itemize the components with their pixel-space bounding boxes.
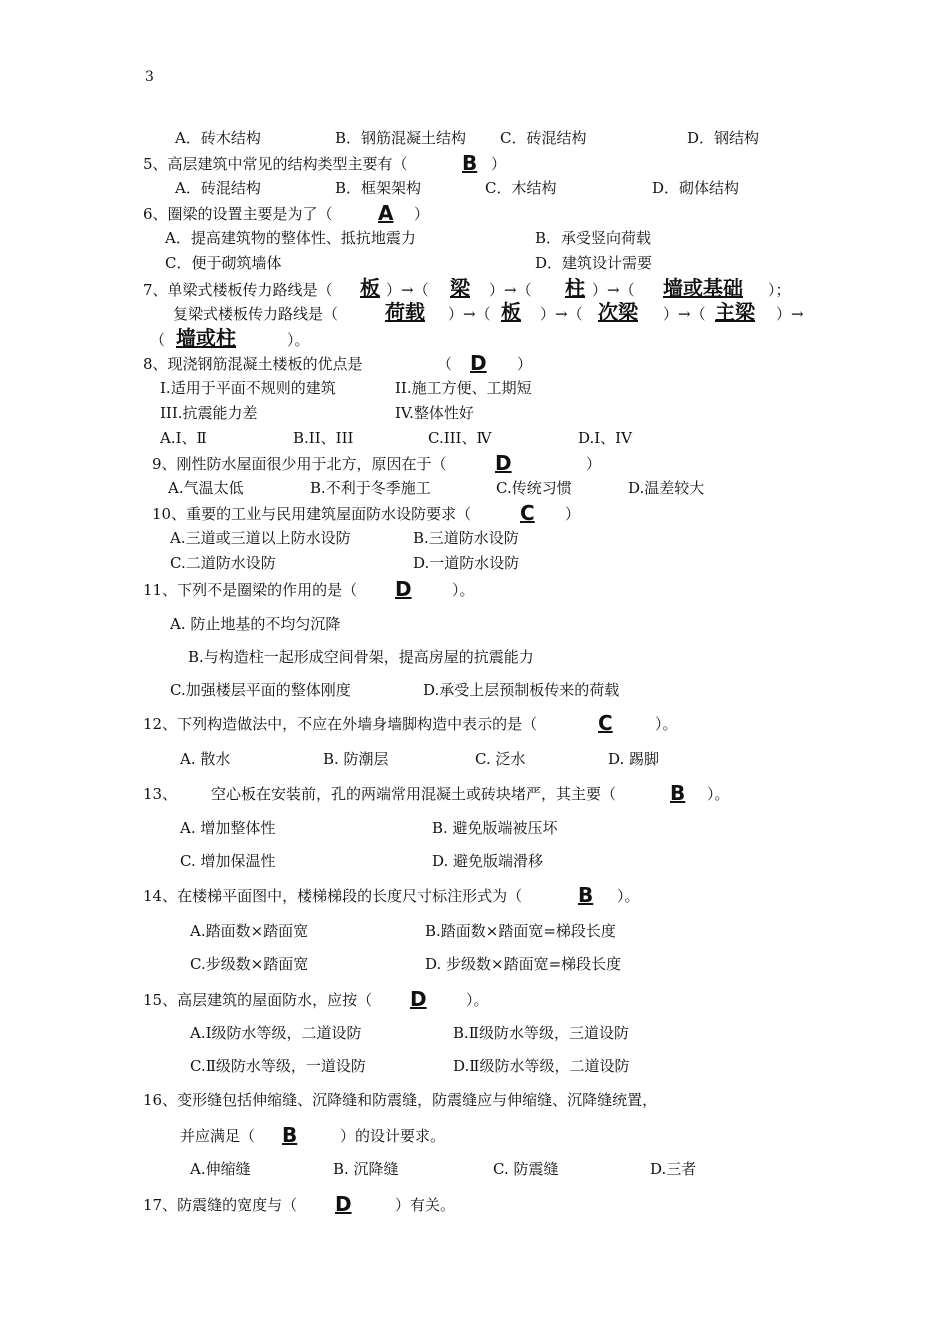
text-line: D.一道防水设防 bbox=[413, 554, 520, 572]
text-line: A. 散水 bbox=[180, 750, 231, 768]
text-line: ）→（ bbox=[386, 281, 429, 299]
text-line: A.伸缩缝 bbox=[190, 1160, 251, 1178]
text-line: B. 防潮层 bbox=[323, 750, 389, 768]
text-line: A．砖混结构 bbox=[175, 179, 261, 197]
text-line: B．承受竖向荷载 bbox=[535, 229, 652, 247]
text-line: （ bbox=[437, 355, 453, 373]
text-line: C.III、Ⅳ bbox=[428, 429, 492, 447]
text-line: ）。 bbox=[466, 991, 489, 1009]
answer-fill: 板 bbox=[360, 276, 380, 300]
text-line: D.三者 bbox=[650, 1160, 697, 1178]
text-line: 复梁式楼板传力路线是（ bbox=[173, 305, 339, 323]
text-line: A.气温太低 bbox=[168, 479, 244, 497]
text-line: A. 防止地基的不均匀沉降 bbox=[170, 615, 341, 633]
text-line: ）。 bbox=[452, 581, 475, 599]
answer-fill: B bbox=[462, 151, 478, 175]
text-line: D．砌体结构 bbox=[652, 179, 740, 197]
answer-fill: 板 bbox=[501, 300, 521, 324]
text-line: A.三道或三道以上防水设防 bbox=[170, 529, 351, 547]
text-line: B.Ⅱ级防水等级，三道设防 bbox=[453, 1024, 629, 1042]
answer-fill: 主梁 bbox=[715, 300, 755, 324]
text-line: II.施工方便、工期短 bbox=[395, 379, 532, 397]
text-line: C.Ⅱ级防水等级，一道设防 bbox=[190, 1057, 366, 1075]
text-line: 并应满足（ bbox=[180, 1127, 256, 1145]
text-line: C．砖混结构 bbox=[500, 129, 587, 147]
text-line: B．钢筋混凝土结构 bbox=[335, 129, 467, 147]
text-line: 5、高层建筑中常见的结构类型主要有（ bbox=[143, 155, 408, 173]
text-line: 空心板在安装前，孔的两端常用混凝土或砖块堵严，其主要（ bbox=[211, 785, 617, 803]
text-line: 13、 bbox=[143, 785, 178, 803]
text-line: ）有关。 bbox=[395, 1196, 456, 1214]
text-line: ） bbox=[586, 455, 602, 473]
answer-fill: C bbox=[598, 711, 613, 735]
text-line: B. 避免版端被压坏 bbox=[432, 819, 558, 837]
answer-fill: D bbox=[395, 577, 412, 601]
text-line: A．提高建筑物的整体性、抵抗地震力 bbox=[165, 229, 416, 247]
text-line: D.温差较大 bbox=[628, 479, 705, 497]
text-line: I.适用于平面不规则的建筑 bbox=[160, 379, 336, 397]
answer-fill: 次梁 bbox=[598, 300, 638, 324]
text-line: B．框架架构 bbox=[335, 179, 422, 197]
text-line: C. 泛水 bbox=[475, 750, 526, 768]
text-line: 8、现浇钢筋混凝土楼板的优点是 bbox=[143, 355, 363, 373]
text-line: A．砖木结构 bbox=[175, 129, 261, 147]
text-line: D. 踢脚 bbox=[608, 750, 660, 768]
text-line: C．木结构 bbox=[485, 179, 557, 197]
answer-fill: 柱 bbox=[565, 276, 585, 300]
text-line: 17、防震缝的宽度与（ bbox=[143, 1196, 298, 1214]
text-line: C. 增加保温性 bbox=[180, 852, 276, 870]
answer-fill: B bbox=[282, 1123, 298, 1147]
text-line: D．钢结构 bbox=[687, 129, 760, 147]
answer-fill: 墙或基础 bbox=[663, 276, 743, 300]
text-line: 15、高层建筑的屋面防水，应按（ bbox=[143, 991, 373, 1009]
text-line: A.踏面数×踏面宽 bbox=[190, 922, 309, 940]
text-line: ）。 bbox=[655, 715, 678, 733]
text-line: 10、重要的工业与民用建筑屋面防水设防要求（ bbox=[152, 505, 472, 523]
text-line: A.Ⅰ级防水等级，二道设防 bbox=[190, 1024, 362, 1042]
text-line: 16、变形缝包括伸缩缝、沉降缝和防震缝，防震缝应与伸缩缝、沉降缝统置， bbox=[143, 1091, 658, 1109]
text-line: ）。 bbox=[617, 887, 640, 905]
text-line: D.承受上层预制板传来的荷载 bbox=[423, 681, 620, 699]
answer-fill: C bbox=[520, 501, 535, 525]
text-line: B.与构造柱一起形成空间骨架，提高房屋的抗震能力 bbox=[188, 648, 534, 666]
text-line: III.抗震能力差 bbox=[160, 404, 258, 422]
text-line: （ bbox=[150, 331, 166, 349]
text-line: B.II、III bbox=[293, 429, 354, 447]
text-line: C.加强楼层平面的整体刚度 bbox=[170, 681, 351, 699]
answer-fill: B bbox=[670, 781, 686, 805]
text-line: 7、单梁式楼板传力路线是（ bbox=[143, 281, 333, 299]
text-line: ） bbox=[517, 355, 533, 373]
text-line: ）的设计要求。 bbox=[340, 1127, 446, 1145]
text-line: 14、在楼梯平面图中，楼梯梯段的长度尺寸标注形式为（ bbox=[143, 887, 523, 905]
answer-fill: D bbox=[410, 987, 427, 1011]
text-line: ）→（ bbox=[592, 281, 635, 299]
text-line: ）。 bbox=[287, 331, 310, 349]
text-line: 9、刚性防水屋面很少用于北方，原因在于（ bbox=[152, 455, 447, 473]
text-line: D.I、IV bbox=[578, 429, 632, 447]
text-line: ）→（ bbox=[540, 305, 583, 323]
text-line: B.不利于冬季施工 bbox=[310, 479, 431, 497]
answer-fill: A bbox=[378, 201, 394, 225]
text-line: D. 步级数×踏面宽=梯段长度 bbox=[425, 955, 622, 973]
text-line: IV.整体性好 bbox=[395, 404, 474, 422]
text-line: A.I、Ⅱ bbox=[160, 429, 207, 447]
answer-fill: D bbox=[495, 451, 512, 475]
text-line: B.三道防水设防 bbox=[413, 529, 519, 547]
text-line: D.Ⅱ级防水等级，二道设防 bbox=[453, 1057, 630, 1075]
text-line: C．便于砌筑墙体 bbox=[165, 254, 282, 272]
text-line: 6、圈梁的设置主要是为了（ bbox=[143, 205, 333, 223]
answer-fill: D bbox=[335, 1192, 352, 1216]
text-line: ） bbox=[414, 205, 430, 223]
text-line: ） bbox=[565, 505, 581, 523]
text-line: ）→（ bbox=[489, 281, 532, 299]
answer-fill: 墙或柱 bbox=[176, 326, 236, 350]
text-line: 11、下列不是圈梁的作用的是（ bbox=[143, 581, 358, 599]
text-line: B.踏面数×踏面宽=梯段长度 bbox=[425, 922, 616, 940]
text-line: C.传统习惯 bbox=[496, 479, 572, 497]
text-line: ） bbox=[491, 155, 507, 173]
answer-fill: B bbox=[578, 883, 594, 907]
answer-fill: D bbox=[470, 351, 487, 375]
text-line: ）。 bbox=[707, 785, 730, 803]
page-number: 3 bbox=[145, 69, 154, 85]
text-line: B. 沉降缝 bbox=[333, 1160, 399, 1178]
answer-fill: 梁 bbox=[450, 276, 470, 300]
answer-fill: 荷载 bbox=[385, 300, 425, 324]
text-line: ）→ bbox=[776, 305, 804, 323]
text-line: C. 防震缝 bbox=[493, 1160, 559, 1178]
text-line: C.步级数×踏面宽 bbox=[190, 955, 309, 973]
text-line: A. 增加整体性 bbox=[180, 819, 276, 837]
text-line: D．建筑设计需要 bbox=[535, 254, 653, 272]
text-line: ）→（ bbox=[663, 305, 706, 323]
text-line: ）→（ bbox=[448, 305, 491, 323]
text-line: ）； bbox=[768, 281, 791, 299]
text-line: C.二道防水设防 bbox=[170, 554, 276, 572]
text-line: 12、下列构造做法中，不应在外墙身墙脚构造中表示的是（ bbox=[143, 715, 538, 733]
text-line: D. 避免版端滑移 bbox=[432, 852, 544, 870]
